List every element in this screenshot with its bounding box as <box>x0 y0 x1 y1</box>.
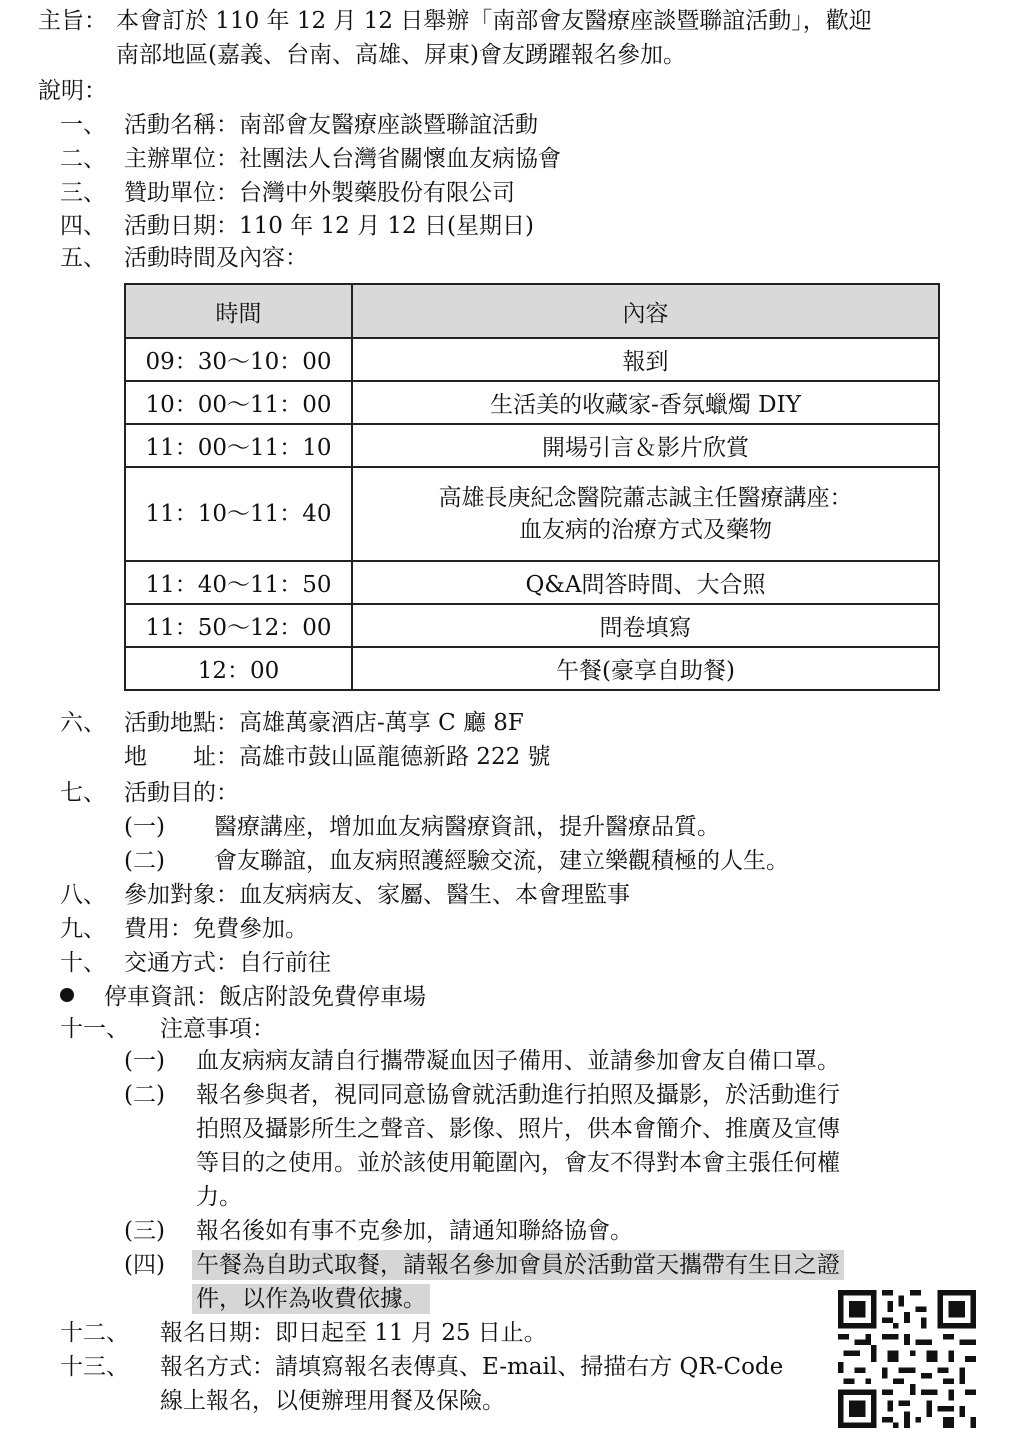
content-cell: Q&A問答時間、大合照 <box>352 561 939 604</box>
time-cell: 10：00～11：00 <box>125 381 352 424</box>
schedule-heading: 活動時間及內容： <box>124 245 308 271</box>
participants: 參加對象：血友病病友、家屬、醫生、本會理監事 <box>124 882 630 908</box>
table-row <box>125 338 939 381</box>
note-2-line-4: 力。 <box>196 1184 242 1210</box>
sub-number: (四) <box>124 1252 165 1278</box>
content-cell: 開場引言＆影片欣賞 <box>352 424 939 467</box>
notes-title: 注意事項： <box>160 1016 275 1042</box>
item-number: 六、 <box>60 710 106 736</box>
subject-line-1: 本會訂於 110 年 12 月 12 日舉辦「南部會友醫療座談暨聯誼活動」，歡迎 <box>116 8 872 34</box>
note-2-line-1: 報名參與者，視同同意協會就活動進行拍照及攝影，於活動進行 <box>196 1082 840 1108</box>
lecture-line-1: 高雄長庚紀念醫院蕭志誠主任醫療講座： <box>438 485 853 511</box>
item-number: 十二、 <box>60 1320 129 1346</box>
qr-code-icon[interactable] <box>838 1290 976 1428</box>
address: 地 址：高雄市鼓山區龍德新路 222 號 <box>124 744 551 770</box>
note-2-line-3: 等目的之使用。並於該使用範圍內，會友不得對本會主張任何權 <box>196 1150 840 1176</box>
purpose-title: 活動目的： <box>124 780 239 806</box>
sub-number: (一) <box>124 1048 165 1074</box>
item-number: 五、 <box>60 245 106 271</box>
registration-date: 報名日期：即日起至 11 月 25 日止。 <box>160 1320 547 1346</box>
item-number: 八、 <box>60 882 106 908</box>
time-cell: 11：00～11：10 <box>125 424 352 467</box>
venue: 活動地點：高雄萬豪酒店-萬享 C 廳 8F <box>124 710 524 736</box>
transport: 交通方式：自行前往 <box>124 950 331 976</box>
item-number: 七、 <box>60 780 106 806</box>
table-row <box>125 647 939 690</box>
fee: 費用：免費參加。 <box>124 916 308 942</box>
registration-method-2: 線上報名，以便辦理用餐及保險。 <box>160 1388 505 1414</box>
item-number: 二、 <box>60 146 106 172</box>
bullet-icon <box>60 988 74 1002</box>
item-number: 三、 <box>60 180 106 206</box>
note-3: 報名後如有事不克參加，請通知聯絡協會。 <box>196 1218 633 1244</box>
sponsor: 贊助單位：台灣中外製藥股份有限公司 <box>124 180 515 206</box>
schedule-table <box>124 283 940 691</box>
content-cell: 午餐(豪享自助餐) <box>352 647 939 690</box>
time-cell: 11：50～12：00 <box>125 604 352 647</box>
sub-number: (一) <box>124 814 165 840</box>
note-4-line-1: 午餐為自助式取餐，請報名參加會員於活動當天攜帶有生日之證 <box>192 1250 844 1280</box>
note-4-line-2: 件，以作為收費依據。 <box>192 1284 430 1314</box>
header-time: 時間 <box>125 284 352 338</box>
purpose-1: 醫療講座，增加血友病醫療資訊，提升醫療品質。 <box>214 814 720 840</box>
subject-line-2: 南部地區(嘉義、台南、高雄、屏東)會友踴躍報名參加。 <box>116 42 686 68</box>
note-2-line-2: 拍照及攝影所生之聲音、影像、照片，供本會簡介、推廣及宣傳 <box>196 1116 840 1142</box>
item-number: 十三、 <box>60 1354 129 1380</box>
activity-date: 活動日期：110 年 12 月 12 日(星期日) <box>124 213 534 239</box>
lecture-line-2: 血友病的治療方式及藥物 <box>519 517 772 543</box>
content-cell <box>352 467 939 561</box>
item-number: 九、 <box>60 916 106 942</box>
explain-label: 說明： <box>38 78 107 104</box>
item-number: 一、 <box>60 112 106 138</box>
item-number: 十一、 <box>60 1016 129 1042</box>
table-row <box>125 604 939 647</box>
subject-label: 主旨： <box>38 8 107 34</box>
sub-number: (二) <box>124 1082 165 1108</box>
organizer: 主辦單位：社團法人台灣省關懷血友病協會 <box>124 146 561 172</box>
table-header-row <box>125 284 939 338</box>
sub-number: (三) <box>124 1218 165 1244</box>
content-cell: 生活美的收藏家-香氛蠟燭 DIY <box>352 381 939 424</box>
table-row <box>125 424 939 467</box>
purpose-2: 會友聯誼，血友病照護經驗交流，建立樂觀積極的人生。 <box>214 848 789 874</box>
header-content: 內容 <box>352 284 939 338</box>
time-cell: 12：00 <box>125 647 352 690</box>
table-row <box>125 561 939 604</box>
content-cell: 問卷填寫 <box>352 604 939 647</box>
note-1: 血友病病友請自行攜帶凝血因子備用、並請參加會友自備口罩。 <box>196 1048 840 1074</box>
table-row <box>125 467 939 561</box>
table-row <box>125 381 939 424</box>
content-cell: 報到 <box>352 338 939 381</box>
item-number: 四、 <box>60 213 106 239</box>
qr-code-graphic <box>838 1290 976 1428</box>
item-number: 十、 <box>60 950 106 976</box>
time-cell: 11：10～11：40 <box>125 467 352 561</box>
registration-method-1: 報名方式：請填寫報名表傳真、E-mail、掃描右方 QR-Code <box>160 1354 784 1380</box>
parking-info: 停車資訊：飯店附設免費停車場 <box>104 984 426 1010</box>
time-cell: 11：40～11：50 <box>125 561 352 604</box>
time-cell: 09：30～10：00 <box>125 338 352 381</box>
sub-number: (二) <box>124 848 165 874</box>
activity-name: 活動名稱：南部會友醫療座談暨聯誼活動 <box>124 112 538 138</box>
